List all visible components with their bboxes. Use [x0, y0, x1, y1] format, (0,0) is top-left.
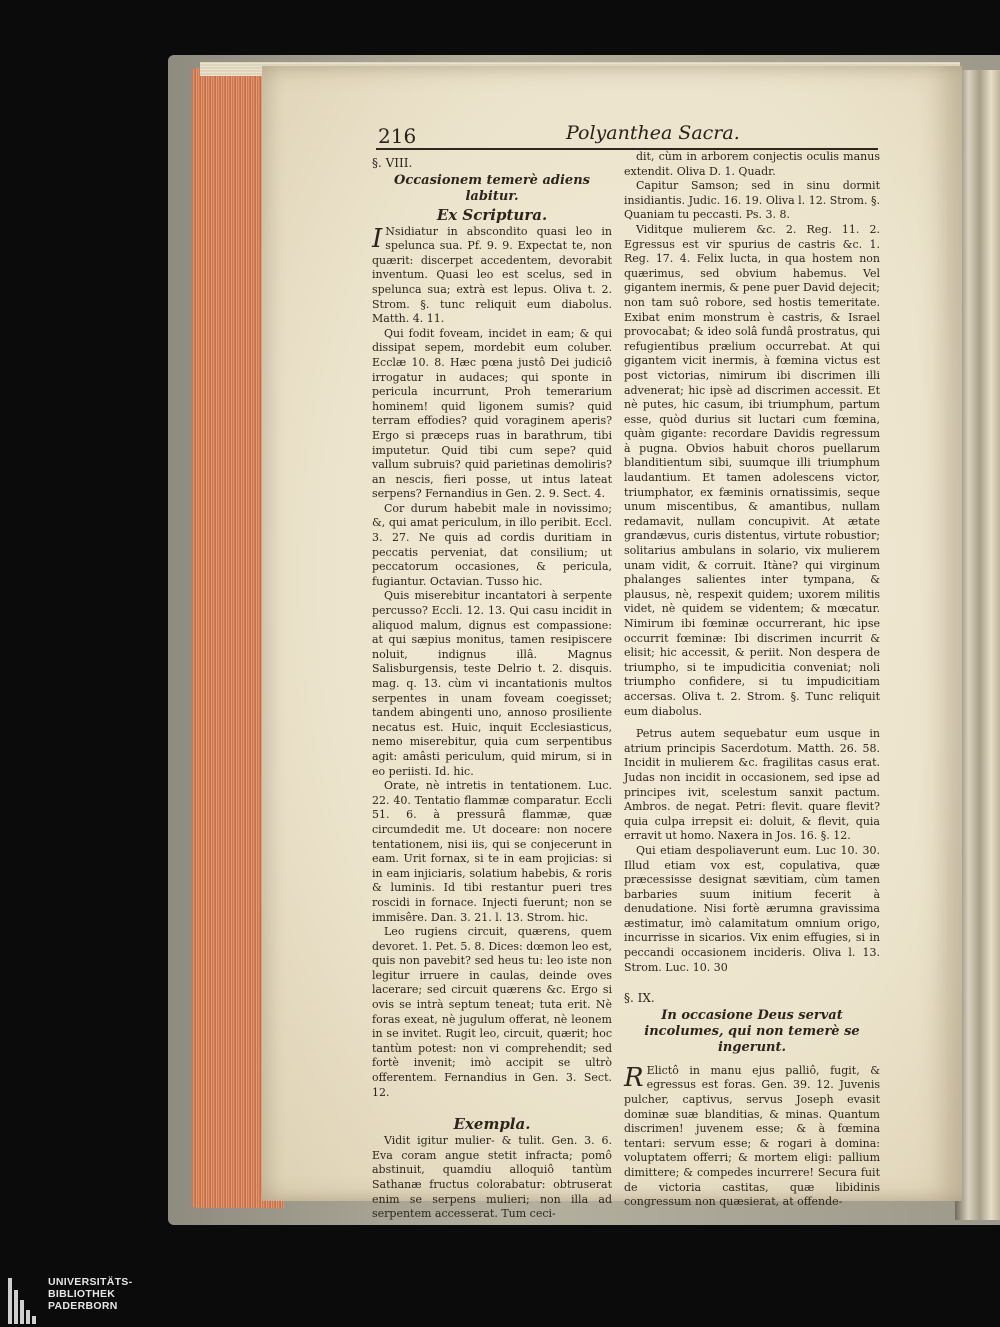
section-number: §. VIII. — [372, 156, 413, 170]
paragraph-text: Nsidiatur in abscondito quasi leo in spelunca sua. Pf. 9. 9. Expectat te, non quærit: discerpet accedentem, devorabit inventum. Quasi leo est scelus, sed in spelunca sua; extrà est lepus. Oliva t. 2. Strom. §. tunc reliquit eum diabolus. Matth. 4. 11. — [372, 224, 612, 326]
paragraph: dit, cùm in arborem conjectis oculis manus extendit. Oliva D. 1. Quadr. — [624, 150, 880, 178]
paragraph: Cor durum habebit male in novissimo; &, qui amat periculum, in illo peribit. Eccl. 3. 27. Ne quis ad cordis duritiam in peccatis perveniat, dat consilium; ut peccatorum occasiones, & pericula, fugiantur. Octavian. Tusso hic. — [372, 501, 612, 588]
running-title: Polyanthea Sacra. — [566, 122, 740, 144]
paragraph: Petrus autem sequebatur eum usque in atrium principis Sacerdotum. Matth. 26. 58. Incidit in mulierem &c. fragilitas casus erat. Judas non incidit in occasionem, sed ipse ad principes ivit, scelestum sanxit pactum. Ambros. de negat. Petri: flevit. quare flevit? quia culpa irrepsit ei: doluit, & flevit, quia erravit ut homo. Naxera in Jos. 16. §. 12. — [624, 727, 880, 843]
logo-line-2: BIBLIOTHEK — [48, 1288, 116, 1300]
paragraph: Vidit igitur mulier- & tulit. Gen. 3. 6. Eva coram angue stetit infracta; pomô abstinuit, quamdiu alloquiô tantùm Sathanæ fructus colorabatur: obtruserat enim se serpens mulieri; non illa ad serpentem accesserat. Tum ceci- — [372, 1134, 612, 1221]
logo-line-3: PADERBORN — [48, 1300, 118, 1312]
paragraph: Qui fodit foveam, incidet in eam; & qui dissipat sepem, mordebit eum coluber. Ecclæ 10. 8. Hæc pœna justô Dei judiciô irrogatur in audaces; qui sponte in pericula incurrunt, Proh temerarium hominem! quid ligonem sumis? quid terram effodies? quid voraginem aperis? Ergo si præceps ruas in barathrum, tibi imputetur. Quid tibi cum sepe? quid vallum subruis? quid parietinas demoliris? an nescis, fieri posse, ut intus lateat serpens? Fernandius in Gen. 2. 9. Sect. 4. — [372, 326, 612, 501]
paragraph: Capitur Samson; sed in sinu dormit insidiantis. Judic. 16. 19. Oliva l. 12. Strom. §. Quaniam tu peccasti. Ps. 3. 8. — [624, 179, 880, 222]
drop-cap: I — [372, 223, 383, 254]
drop-cap: R — [624, 1062, 644, 1093]
section-heading: In occasione Deus servat incolumes, qui non temerè se ingerunt. — [644, 1007, 860, 1055]
right-column — [624, 150, 880, 1210]
spacer — [624, 975, 880, 989]
page-number: 216 — [378, 124, 417, 148]
subheading: Ex Scriptura. — [436, 205, 548, 224]
paragraph-text: Elictô in manu ejus palliô, fugit, & egressus est foras. Gen. 39. 12. Juvenis pulcher, captivus, servus Joseph evasit dominæ suæ blanditias, & minas. Quantum discrimen! juvenem esse; & à fœmina tentari: servum esse; & rogari à domina: voluptatem offerri; & mortem eligi: pallium dimittere; & compedes incurrere! Secura fuit de victoria castitas, quæ libidinis congressum non quæsierat, at offende- — [624, 1063, 880, 1209]
logo-mark-icon — [8, 1278, 42, 1324]
subheading: Exempla. — [453, 1115, 531, 1134]
section-number: §. IX. — [624, 991, 655, 1006]
paragraph — [624, 1064, 880, 1210]
paragraph: Orate, nè intretis in tentationem. Luc. 22. 40. Tentatio flammæ comparatur. Eccli 51. 6. à pressurâ flammæ, quæ circumdedit me. Ut doceare: non nocere tentationem, nisi iis, qui se conjecerunt in eam. Urit fornax, si te in eam projicias: si in eam injiciaris, solatium habebis, & roris & luminis. Id tibi restantur pueri tres roscidi in fornace. Injecti fuerunt; non se immisêre. Dan. 3. 21. l. 13. Strom. hic. — [372, 779, 612, 924]
left-column — [372, 154, 612, 1222]
paragraph: Quis miserebitur incantatori à serpente percusso? Eccli. 12. 13. Qui casu incidit in aliquod malum, dignus est compassione: at qui sæpius monitus, tamen resipiscere noluit, indignus illâ. Magnus Salisburgensis, teste Delrio t. 2. disquis. mag. q. 13. cùm vi incantationis multos serpentes in unam foveam coegisset; tandem abingenti uno, annoso prosiliente necatus est. Huic, inquit Ecclesiasticus, nemo miserebitur, quia cum serpentibus agit: amâsti periculum, quid mirum, si in eo periisti. Id. hic. — [372, 589, 612, 778]
spacer — [372, 1100, 612, 1114]
logo-line-1: UNIVERSITÄTS- — [48, 1276, 133, 1288]
spacer — [624, 1056, 880, 1064]
section-heading: Occasionem temerè adiens labitur. — [394, 172, 590, 204]
paragraph — [372, 225, 612, 327]
spacer — [624, 719, 880, 727]
paragraph: Leo rugiens circuit, quærens, quem devoret. 1. Pet. 5. 8. Dices: dœmon leo est, quis non pavebit? sed heus tu: leo iste non legitur irruere in caulas, deinde oves lacerare; sed circuit quærens &c. Ergo si ovis se intrà septum teneat; tuta erit. Nè foras exeat, nè jugulum offerat, nè leonem in se invitet. Rugit leo, circuit, quærit; hoc tantùm potest: non vi comprehendit; sed fortè invenit; imò accipit se ultrò offerentem. Fernandius in Gen. 3. Sect. 12. — [372, 925, 613, 1099]
paragraph: Qui etiam despoliaverunt eum. Luc 10. 30. Illud etiam vox est, copulativa, quæ præcessisse designat sævitiam, cùm tamen barbaries suum initium fecerit à denudatione. Nisi fortè ærumna gravissima æstimatur, imò calamitatum omnium origo, incurrisse in sicarios. Vix enim effugies, si in peccandi occasionem incideris. Oliva l. 13. Strom. Luc. 10. 30 — [624, 843, 880, 974]
paragraph: Viditque mulierem &c. 2. Reg. 11. 2. Egressus est vir spurius de castris &c. 1. Reg. 17. 4. Felix lucta, in qua hostem non quærimus, sed obvium habemus. Vel gigantem inermis, & pene puer David dejecit; non tam suô robore, sed hostis temeritate. Exibat enim monstrum è castris, & Israel provocabat; & ideo solâ fundâ prostratus, qui refugientibus prælium occurrebat. At qui gigantem vicit inermis, à fœmina victus est post victorias, nimirum ibi discrimen illi advenerat; hic ipsè ad discrimen accessit. Et nè putes, hic casum, ibi triumphum, partum esse, quòd durius sit luctari cum fœmina, quàm gigante: recordare Davidis regressum à pugna. Obvios habuit choros puellarum blanditientum sibi, suumque illi triumphum laudantium. Et tamen adolescens victor, triumphator, ex fæminis ornatissimis, seque unum miscentibus, & amantibus, nullam redamavit, nullam concupivit. At ætate grandævus, curis distentus, virtute robustior; solitarius ambulans in solario, vix mulierem unam vidit, & corruit. Itàne? qui virginum phalanges salientes inter tympana, & plausus, nè, respexit quidem; uxorem militis videt, nè quidem se videntem; & mœcatur. Nimirum ibi fœminæ occurrerant, hic ipse occurrit fœminæ: Ibi discrimen incurrit & elisit; hic accessit, & periit. Non despera de triumpho, si te impudicitia conveniat; noli triumpho confidere, si tu impudicitiam accersas. Oliva t. 2. Strom. §. Tunc reliquit eum diabolus. — [624, 222, 880, 718]
